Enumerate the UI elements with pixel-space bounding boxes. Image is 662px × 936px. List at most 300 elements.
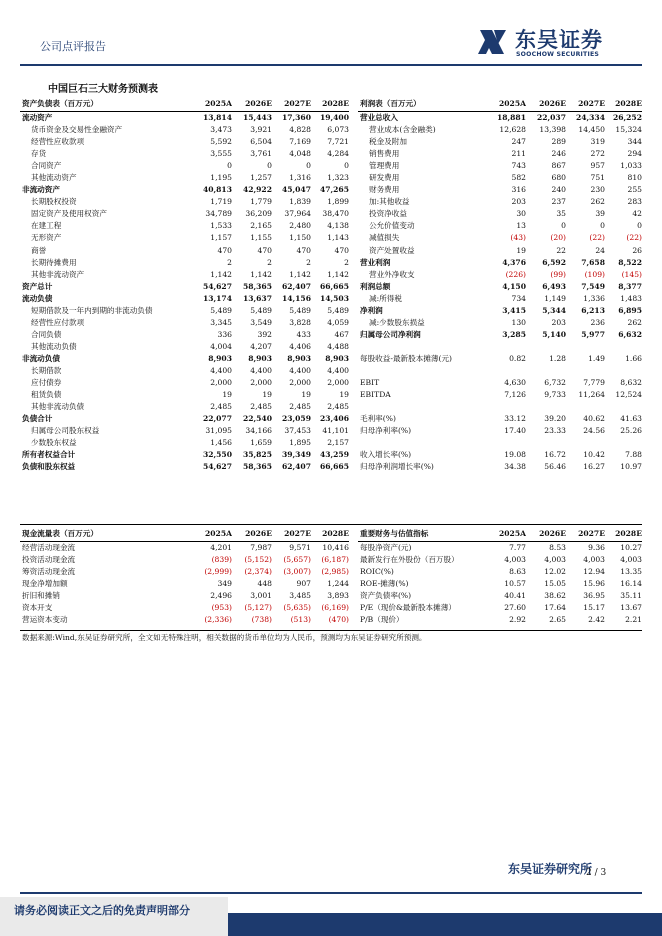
row-value: 8,522 (618, 257, 642, 267)
row-value: 9,733 (544, 390, 566, 400)
valuation-row (358, 602, 642, 614)
row-value: 13,814 (202, 113, 232, 123)
income-statement-row (358, 329, 642, 341)
row-label: 商誉 (31, 245, 47, 255)
row-value: 5,489 (289, 305, 311, 315)
row-label: 货币资金及交易性金融资产 (31, 125, 123, 135)
row-value: 2,000 (289, 378, 311, 388)
cash-flow-row (20, 554, 349, 566)
cash-flow-row (20, 590, 349, 602)
row-value: 10.57 (504, 579, 526, 589)
row-value: 4,488 (327, 341, 349, 351)
row-label: 研发费用 (369, 173, 400, 183)
row-value: 27.60 (504, 603, 526, 613)
cash-flow-row (20, 602, 349, 614)
year-header: 2026E (232, 96, 272, 112)
row-label (358, 401, 486, 413)
row-value: 349 (217, 579, 232, 589)
row-value: 13.35 (620, 567, 642, 577)
income-statement-row (358, 305, 642, 317)
row-value (605, 365, 642, 377)
logo-cn-text: 东吴证券 (515, 28, 603, 52)
row-value: 4,003 (544, 555, 566, 565)
row-value: (20) (550, 233, 566, 243)
row-value: 0 (344, 161, 349, 171)
row-value: 7,779 (583, 378, 605, 388)
income-statement-row (358, 437, 642, 449)
row-value: 23.33 (544, 426, 566, 436)
row-value: 1,244 (327, 579, 349, 589)
row-value: 58,365 (242, 462, 272, 472)
row-value: 448 (257, 579, 272, 589)
income-statement-row (358, 413, 642, 425)
source-note: 数据来源:Wind,东吴证券研究所，全文如无特殊注明，相关数据的货币单位均为人民币，预测均为东吴证券研究所预测。 (22, 633, 427, 642)
row-value: (226) (505, 269, 526, 279)
row-label: 资本开支 (22, 603, 53, 613)
row-value: (2,999) (204, 567, 232, 577)
section-divider (20, 524, 642, 525)
row-value (526, 401, 566, 413)
row-label: 长期待摊费用 (31, 257, 77, 267)
table-heading: 现金流量表（百万元） (20, 526, 192, 542)
row-value: 62,407 (281, 462, 311, 472)
year-header: 2028E (605, 526, 642, 542)
row-label: 减:所得税 (369, 293, 402, 303)
row-value: 35 (556, 209, 566, 219)
row-value: 237 (551, 197, 566, 207)
row-value: (6,169) (321, 603, 349, 613)
row-value: (738) (251, 615, 272, 625)
row-value: 1,483 (620, 293, 642, 303)
row-value: 1,456 (210, 438, 232, 448)
balance-sheet-row (20, 245, 349, 257)
row-label: 短期借款及一年内到期的非流动负债 (31, 305, 153, 315)
row-label: 最新发行在外股份（百万股） (360, 555, 459, 565)
row-value: 470 (257, 245, 272, 255)
row-value: (3,007) (283, 567, 311, 577)
row-value: 8,632 (620, 378, 642, 388)
row-value: 5,592 (210, 137, 232, 147)
income-statement-row (358, 377, 642, 389)
row-value: 66,665 (319, 281, 349, 291)
page-title: 中国巨石三大财务预测表 (48, 84, 158, 95)
row-label: 销售费用 (369, 149, 400, 159)
row-value: 4,003 (583, 555, 605, 565)
income-statement-row (358, 293, 642, 305)
balance-sheet-row (20, 377, 349, 389)
row-value: 2,496 (210, 591, 232, 601)
row-label: ROIC(%) (360, 567, 394, 577)
row-label: 长期股权投资 (31, 197, 77, 207)
row-value: 54,627 (202, 462, 232, 472)
balance-sheet-table (20, 96, 349, 473)
row-value: 2 (267, 257, 272, 267)
row-label: 投资活动现金流 (22, 555, 76, 565)
row-value: 1,142 (250, 269, 272, 279)
row-value: 2,485 (250, 402, 272, 412)
row-value: 0 (600, 221, 605, 231)
row-value: 6,213 (581, 305, 605, 315)
row-value: 39 (595, 209, 605, 219)
balance-sheet-row (20, 389, 349, 401)
row-value: 12,628 (499, 125, 526, 135)
row-label: 合同资产 (31, 161, 62, 171)
row-value: (2,336) (204, 615, 232, 625)
row-value (605, 401, 642, 413)
row-value: 0.82 (509, 353, 526, 363)
row-label: 投资净收益 (369, 209, 407, 219)
balance-sheet-row (20, 148, 349, 160)
cash-flow-table (20, 526, 349, 626)
row-value: 344 (627, 137, 642, 147)
row-value: 1,143 (327, 233, 349, 243)
row-value: 1.66 (625, 353, 642, 363)
row-label: 利润总额 (360, 281, 391, 291)
table-heading: 利润表（百万元） (358, 96, 486, 112)
row-value: 10.27 (620, 543, 642, 553)
row-label: 归属母公司股东权益 (31, 426, 100, 436)
valuation-row (358, 578, 642, 590)
row-value: 34,789 (205, 209, 232, 219)
row-value: 10.97 (620, 462, 642, 472)
balance-sheet-row (20, 437, 349, 449)
row-value: 7.88 (625, 450, 642, 460)
row-value: 1,659 (250, 438, 272, 448)
balance-sheet-row (20, 353, 349, 365)
balance-sheet-row (20, 160, 349, 172)
row-label: 营业利润 (360, 257, 391, 267)
year-header: 2026E (526, 96, 566, 112)
row-value: 3,345 (210, 317, 232, 327)
row-value: 17.64 (544, 603, 566, 613)
balance-sheet-row (20, 293, 349, 305)
row-value: 1.28 (549, 353, 566, 363)
row-value: 8,903 (325, 353, 349, 363)
balance-sheet-row (20, 425, 349, 437)
balance-sheet-row (20, 401, 349, 413)
row-label: 现金净增加额 (22, 579, 68, 589)
balance-sheet-row (20, 269, 349, 281)
row-value: 43,259 (319, 450, 349, 460)
row-value: 2 (344, 257, 349, 267)
row-value: 19 (339, 390, 349, 400)
row-value: 39.20 (544, 414, 566, 424)
row-value: 12.02 (544, 567, 566, 577)
balance-sheet-row (20, 365, 349, 377)
row-value: 58,365 (242, 281, 272, 291)
row-value (486, 401, 526, 413)
row-value: 19 (301, 390, 311, 400)
row-value: 8,903 (287, 353, 311, 363)
row-value (566, 341, 605, 353)
row-value: (145) (621, 269, 642, 279)
row-value: 7,721 (327, 137, 349, 147)
cash-flow-row (20, 578, 349, 590)
row-value: 1,323 (327, 173, 349, 183)
year-header: 2027E (272, 96, 311, 112)
row-value: (2,985) (321, 567, 349, 577)
row-value: 255 (627, 185, 642, 195)
row-value: 38,470 (322, 209, 349, 219)
page-number: 2 / 3 (586, 868, 607, 878)
row-value: 211 (511, 149, 526, 159)
row-label: EBITDA (360, 390, 391, 400)
row-value: 6,493 (542, 281, 566, 291)
row-label: 租赁负债 (31, 390, 62, 400)
income-statement-row (358, 172, 642, 184)
row-value: 1,257 (250, 173, 272, 183)
row-value: 4,201 (210, 543, 232, 553)
row-value: (5,127) (244, 603, 272, 613)
row-value: 8,903 (248, 353, 272, 363)
row-value: 41.63 (620, 414, 642, 424)
row-value: 15.96 (583, 579, 605, 589)
row-value: 4,400 (289, 366, 311, 375)
income-statement-row (358, 208, 642, 220)
income-statement-row (358, 461, 642, 473)
row-value: 40.62 (583, 414, 605, 424)
row-value: 13,174 (202, 293, 232, 303)
table-heading: 资产负债表（百万元） (20, 96, 192, 112)
row-value: 4,048 (289, 149, 311, 159)
balance-sheet-row (20, 281, 349, 293)
income-statement-row (358, 148, 642, 160)
row-value: 4,207 (250, 341, 272, 351)
row-value: 35,825 (242, 450, 272, 460)
income-statement-row (358, 269, 642, 281)
row-value: 3,893 (327, 591, 349, 601)
row-value: 7,987 (250, 543, 272, 553)
row-value (526, 341, 566, 353)
footer-divider (20, 892, 642, 894)
row-value: 246 (551, 149, 566, 159)
row-label (358, 341, 486, 353)
row-value: 1,150 (289, 233, 311, 243)
row-value: (839) (211, 555, 232, 565)
income-statement-row (358, 389, 642, 401)
year-header: 2027E (566, 526, 605, 542)
balance-sheet-row (20, 172, 349, 184)
row-value: 4,150 (502, 281, 526, 291)
row-value: 10,416 (322, 543, 349, 553)
income-statement-row (358, 257, 642, 269)
row-value: 470 (217, 245, 232, 255)
row-label: 加:其他收益 (369, 197, 410, 207)
row-label: 归属母公司净利润 (360, 329, 421, 339)
cash-flow-row (20, 542, 349, 555)
row-label: 折旧和摊销 (22, 591, 60, 601)
row-value: 2.65 (549, 615, 566, 625)
income-statement-row (358, 425, 642, 437)
row-value: 11,264 (578, 390, 605, 400)
cash-flow-row (20, 566, 349, 578)
income-statement-row (358, 136, 642, 148)
year-header: 2028E (605, 96, 642, 112)
row-value: 3,921 (250, 125, 272, 135)
row-value: 2,000 (210, 378, 232, 388)
row-label: 营业外净收支 (369, 269, 415, 279)
row-value: 336 (217, 329, 232, 339)
row-value: 18,881 (496, 113, 526, 123)
row-value: 1,336 (583, 293, 605, 303)
row-value: 3,828 (289, 317, 311, 327)
row-value: 734 (511, 293, 526, 303)
row-value: 5,489 (327, 305, 349, 315)
row-value: 7,169 (289, 137, 311, 147)
year-header: 2027E (272, 526, 311, 542)
row-label: 少数股东权益 (31, 438, 77, 448)
row-value: 23,059 (281, 414, 311, 424)
row-value: 33.12 (504, 414, 526, 424)
row-value: 272 (590, 149, 605, 159)
row-label: 所有者权益合计 (22, 450, 76, 460)
row-value: 3,473 (210, 125, 232, 135)
row-value: 0 (227, 161, 232, 171)
row-value: 3,485 (289, 591, 311, 601)
income-statement-table (358, 96, 642, 473)
row-value: 236 (590, 317, 605, 327)
row-value: 0 (637, 221, 642, 231)
row-label (358, 437, 486, 449)
table-bottom-rule (20, 630, 642, 631)
row-value: 1,157 (210, 233, 232, 243)
balance-sheet-row (20, 196, 349, 208)
row-label: 其他流动资产 (31, 173, 77, 183)
row-value: 39,349 (281, 450, 311, 460)
row-value: 2.21 (625, 615, 642, 625)
row-value: 470 (296, 245, 311, 255)
valuation-row (358, 554, 642, 566)
row-value: 289 (551, 137, 566, 147)
row-value: 294 (627, 149, 642, 159)
row-value: 6,504 (250, 137, 272, 147)
row-value: 743 (511, 161, 526, 171)
row-value: 1,142 (327, 269, 349, 279)
balance-sheet-row (20, 184, 349, 196)
row-value: 1.49 (588, 353, 605, 363)
row-value: 247 (511, 137, 526, 147)
row-value: 3,549 (250, 317, 272, 327)
row-value: 319 (590, 137, 605, 147)
row-value: 38.62 (544, 591, 566, 601)
row-value: 4,828 (289, 125, 311, 135)
row-label: 归母净利率(%) (360, 426, 412, 436)
row-value: 6,073 (327, 125, 349, 135)
row-value: (6,187) (321, 555, 349, 565)
year-header: 2025A (486, 526, 526, 542)
row-label: 归母净利润增长率(%) (360, 462, 434, 472)
income-statement-row (358, 112, 642, 125)
row-label: EBIT (360, 378, 380, 388)
row-value: 17.40 (504, 426, 526, 436)
footer-org: 东吴证券研究所 (508, 862, 593, 876)
row-value (486, 341, 526, 353)
row-value: (953) (211, 603, 232, 613)
row-value: 1,195 (210, 173, 232, 183)
row-value: 24,334 (575, 113, 605, 123)
row-value: 12.94 (583, 567, 605, 577)
row-label: P/B（现价） (360, 615, 404, 625)
row-value: 19 (516, 245, 526, 255)
year-header: 2025A (486, 96, 526, 112)
row-value (526, 365, 566, 377)
row-value: (513) (290, 615, 311, 625)
row-value: 34.38 (504, 462, 526, 472)
balance-sheet-row (20, 413, 349, 425)
row-label: 管理费用 (369, 161, 400, 171)
row-value: 907 (296, 579, 311, 589)
row-value: 433 (296, 329, 311, 339)
income-statement-row (358, 220, 642, 232)
row-value: 19 (222, 390, 232, 400)
row-value: 45,047 (281, 185, 311, 195)
row-label: 净利润 (360, 305, 383, 315)
row-label: 每股收益-最新股本摊薄(元) (360, 353, 453, 363)
row-value: 8,903 (208, 353, 232, 363)
row-label: 合同负债 (31, 329, 62, 339)
row-value: 42 (632, 209, 642, 219)
year-header: 2026E (232, 526, 272, 542)
row-label: 在建工程 (31, 221, 62, 231)
row-value: 4,059 (327, 317, 349, 327)
row-value: 5,344 (542, 305, 566, 315)
row-value: 470 (334, 245, 349, 255)
row-value: (470) (328, 615, 349, 625)
balance-sheet-row (20, 341, 349, 353)
row-value: 19,400 (319, 113, 349, 123)
row-value: 54,627 (202, 281, 232, 291)
income-statement-row (358, 401, 642, 413)
row-value: 1,142 (210, 269, 232, 279)
row-value: 203 (511, 197, 526, 207)
row-value: 40,813 (202, 185, 232, 195)
row-value: 40.41 (504, 591, 526, 601)
year-header: 2027E (566, 96, 605, 112)
valuation-row (358, 614, 642, 626)
row-value: 0 (306, 161, 311, 171)
row-value: 2,000 (327, 378, 349, 388)
row-value: 4,138 (327, 221, 349, 231)
row-label: 收入增长率(%) (360, 450, 412, 460)
balance-sheet-row (20, 220, 349, 232)
row-value: 15.17 (583, 603, 605, 613)
header-divider (20, 64, 642, 66)
row-value (486, 365, 526, 377)
balance-sheet-row (20, 112, 349, 125)
row-value: 25.26 (620, 426, 642, 436)
row-value: 1,155 (250, 233, 272, 243)
row-value: 4,630 (504, 378, 526, 388)
row-value: 6,592 (542, 257, 566, 267)
row-label (358, 365, 486, 377)
row-value: 12,524 (615, 390, 642, 400)
row-value: 3,761 (250, 149, 272, 159)
row-value: 867 (551, 161, 566, 171)
year-header: 2028E (311, 96, 349, 112)
row-value (566, 365, 605, 377)
row-value: 8.63 (509, 567, 526, 577)
row-value: 32,550 (202, 450, 232, 460)
row-label: 其他非流动负债 (31, 402, 85, 412)
row-value: 35.11 (620, 591, 642, 601)
row-value: 2,485 (289, 402, 311, 412)
row-value (486, 437, 526, 449)
row-value: 2,157 (327, 438, 349, 448)
row-value: 2,485 (327, 402, 349, 412)
row-label: 流动资产 (22, 113, 53, 123)
balance-sheet-row (20, 329, 349, 341)
balance-sheet-row (20, 461, 349, 473)
